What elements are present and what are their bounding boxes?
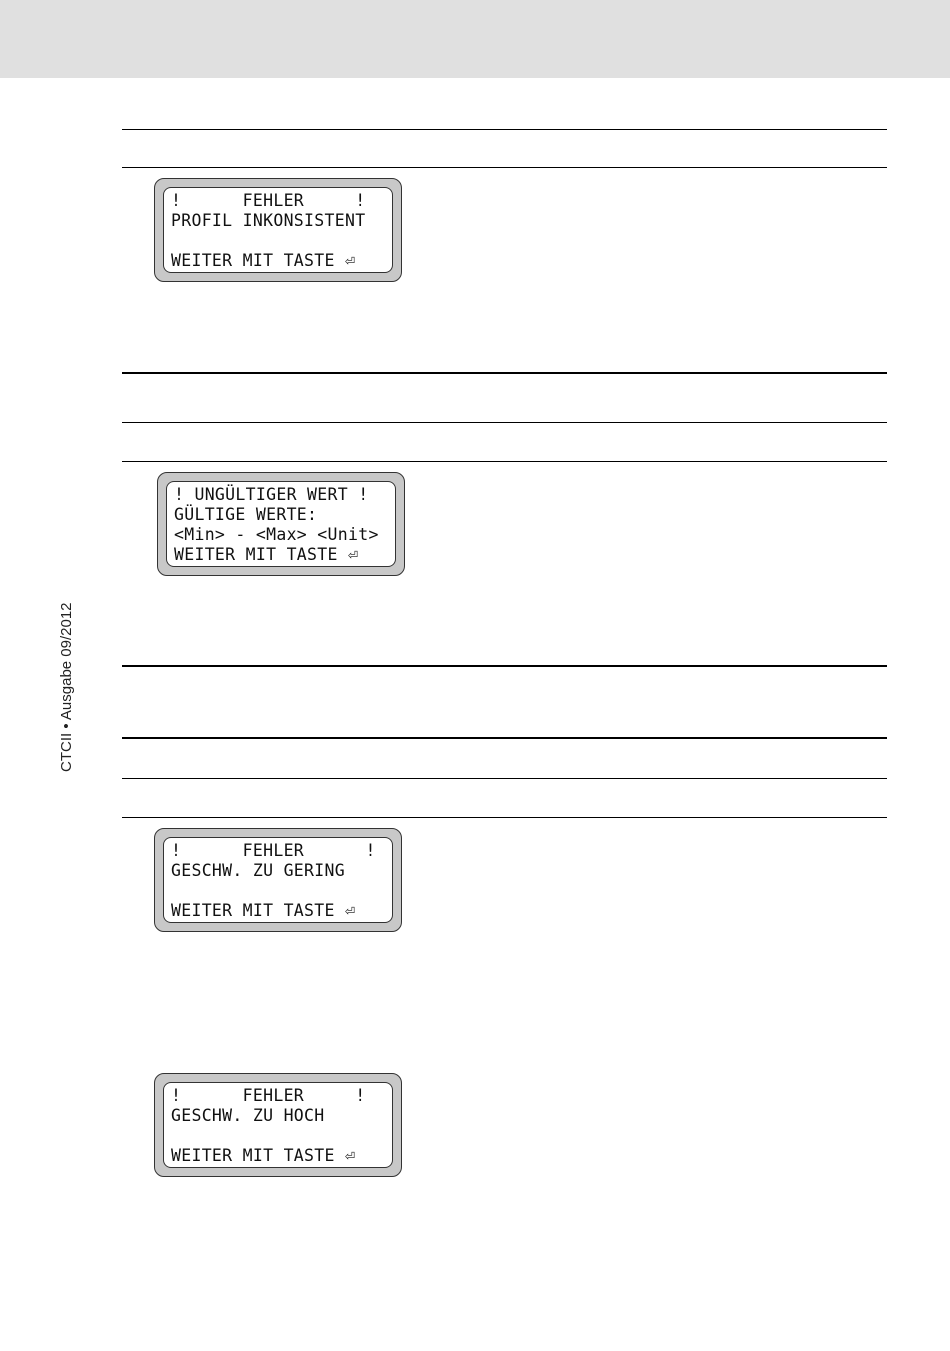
- section-rule: [122, 817, 887, 818]
- section-rule: [122, 167, 887, 168]
- section-rule: [122, 737, 887, 739]
- edition-side-label: CTCII • Ausgabe 09/2012: [58, 602, 75, 772]
- section-rule: [122, 129, 887, 130]
- section-rule: [122, 461, 887, 462]
- lcd-line-3: <Min> - <Max> <Unit>: [174, 525, 379, 544]
- lcd-screen: [163, 837, 393, 923]
- section-rule: [122, 422, 887, 423]
- lcd-line-4: WEITER MIT TASTE ⏎: [174, 545, 359, 564]
- lcd-line-4: WEITER MIT TASTE ⏎: [171, 251, 356, 270]
- section-rule: [122, 778, 887, 779]
- lcd-line-2: GÜLTIGE WERTE:: [174, 505, 318, 524]
- lcd-display-profil-inkonsistent: [154, 178, 402, 282]
- header-band: [0, 0, 950, 78]
- lcd-display-geschw-zu-hoch: [154, 1073, 402, 1177]
- lcd-display-ungueltiger-wert: [157, 472, 405, 576]
- lcd-line-1: ! FEHLER !: [171, 841, 376, 860]
- section-rule: [122, 372, 887, 374]
- lcd-screen: [166, 481, 396, 567]
- lcd-line-1: ! FEHLER !: [171, 1086, 366, 1105]
- lcd-screen: [163, 1082, 393, 1168]
- lcd-line-4: WEITER MIT TASTE ⏎: [171, 901, 356, 920]
- lcd-line-2: GESCHW. ZU GERING: [171, 861, 345, 880]
- lcd-screen: [163, 187, 393, 273]
- section-rule: [122, 665, 887, 667]
- lcd-display-geschw-zu-gering: [154, 828, 402, 932]
- lcd-line-1: ! UNGÜLTIGER WERT !: [174, 485, 369, 504]
- lcd-line-4: WEITER MIT TASTE ⏎: [171, 1146, 356, 1165]
- lcd-line-2: PROFIL INKONSISTENT: [171, 211, 366, 230]
- lcd-line-1: ! FEHLER !: [171, 191, 366, 210]
- lcd-line-2: GESCHW. ZU HOCH: [171, 1106, 325, 1125]
